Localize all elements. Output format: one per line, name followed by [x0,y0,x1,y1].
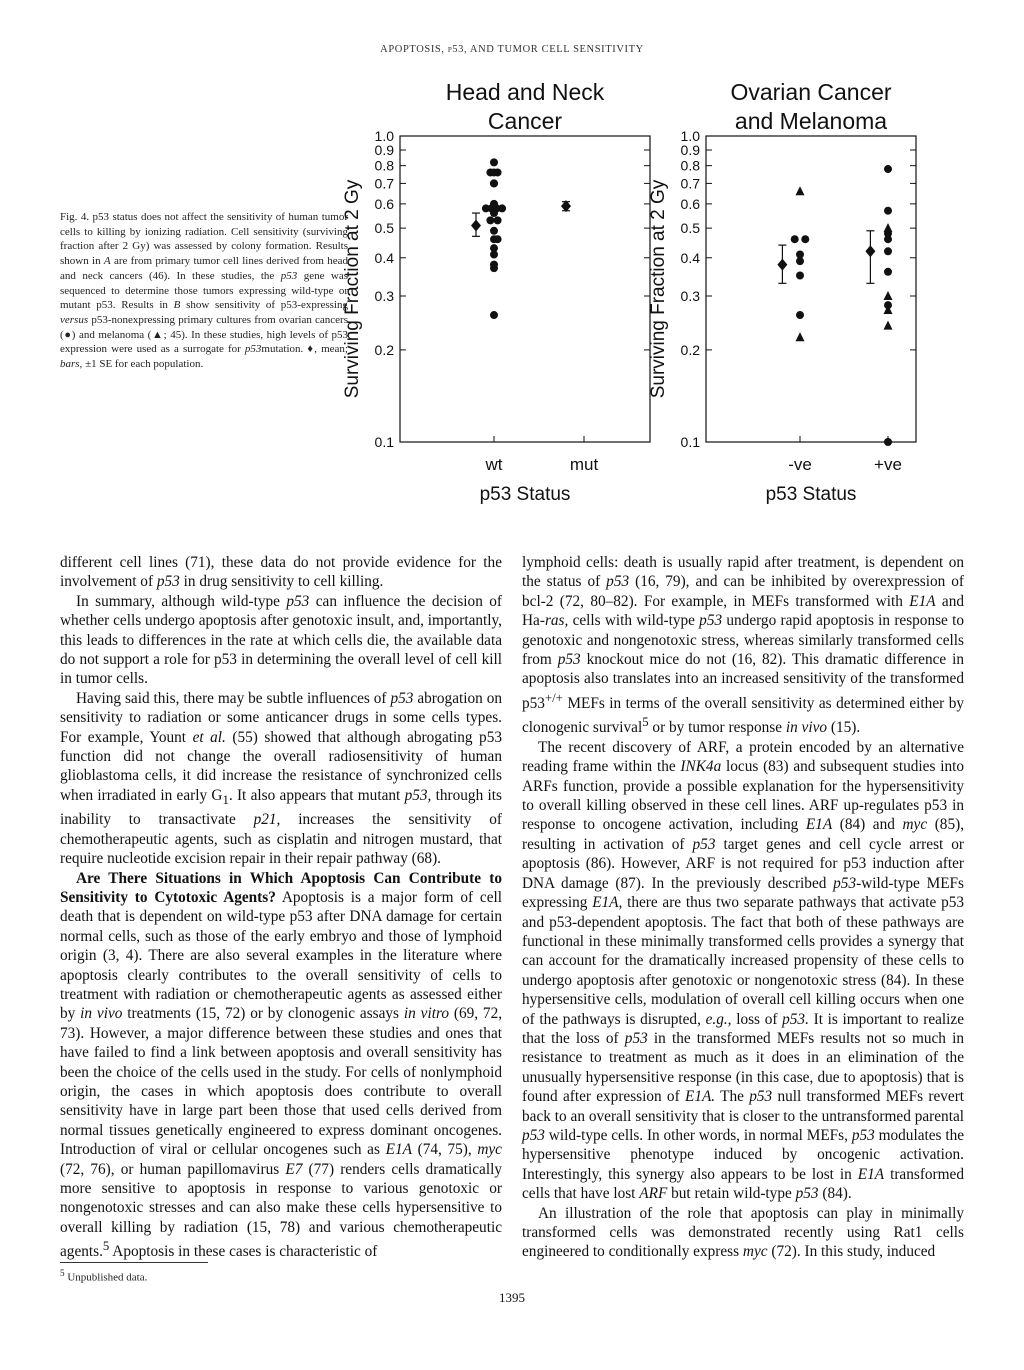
section-heading: Are There Situations in Which Apoptosis Can Contribute to Sensitivity to Cytotoxic Agents? [60,869,502,906]
data-point-circle [490,179,498,187]
chart-title: Head and Neck [445,79,605,105]
data-point-circle [490,209,498,217]
footnote: $^5$ Unpublished data. [60,1268,148,1284]
y-tick-label: 0.1 [680,434,700,450]
x-tick-label: -ve [788,455,812,474]
data-point-circle [884,438,892,446]
data-point-circle [884,235,892,243]
data-point-circle [490,158,498,166]
figure-4 [342,70,972,510]
y-tick-label: 0.6 [680,195,700,212]
y-tick-label: 0.9 [374,142,394,159]
paragraph: lymphoid cells: death is usually rapid after treatment, is dependent on the status of p53 (16, 79), and can be inhibited by overexpression of bcl-2 (72, 80–82). For example, in MEFs transformed with E1A and Ha-ras, cells with wild-type p53 undergo rapid apoptosis in response to genotoxic and nongenotoxic stress, whereas similarly transformed cells from p53 knockout mice do not (16, 82). This dramatic difference in apoptosis also translates into an increased sensitivity of the transformed p53+/+ MEFs in terms of the overall sensitivity as determined either by clonogenic survival$^5$ or by tumor response in vivo (15). [522,554,965,737]
x-tick-label: +ve [874,455,902,474]
x-axis-label: p53 Status [479,484,571,505]
data-point-circle [884,207,892,215]
x-tick-label: mut [569,455,599,474]
y-axis-label: Surviving Fraction at 2 Gy [648,179,669,399]
paragraph: The recent discovery of ARF, a protein encoded by an alternative reading frame within the INK4a locus (83) and subsequent studies into ARFs function, provide a possible explanation for the hypersensitivity to overall killing observed in these cell lines. ARF up-regulates p53 in response to oncogene activation, including E1A (84) and myc (85), resulting in activation of p53 target genes and cell cycle arrest or apoptosis (86). However, ARF is not required for p53 induction after DNA damage (87). In the previously described p53-wild-type MEFs expressing E1A, there are thus two separate pathways that activate p53 and p53-dependent apoptosis. The fact that both of these pathways are functional in these minimally transformed cells provides a synergy that can account for the dramatically increased propensity of these cells to undergo apoptosis after genotoxic or nongenotoxic stress (84). In these hypersensitive cells, modulation of overall cell killing occurs when one of the pathways is disrupted, e.g., loss of p53. It is important to realize that the loss of p53 in the transformed MEFs results not so much in resistance to treatment as much as it does in an elimination of the unusually hypersensitive response (in this case, due to apoptosis) that is found after expression of E1A. The p53 null transformed MEFs revert back to an overall sensitivity that is closer to the untransformed parental p53 wild-type cells. In other words, in normal MEFs, p53 modulates the hypersensitive phenotype induced by oncogenic activation. Interestingly, this synergy also appears to be lost in E1A transformed cells that have lost ARF but retain wild-type p53 (84). [522,738,965,1203]
y-tick-label: 0.8 [374,157,394,174]
y-tick-label: 0.5 [680,220,700,237]
data-point-circle [796,311,804,319]
y-tick-label: 0.1 [374,434,394,450]
y-tick-label: 0.6 [374,195,394,212]
data-point-circle [490,235,498,243]
paragraph: Are There Situations in Which Apoptosis Can Contribute to Sensitivity to Cytotoxic Agents? Apoptosis is a major form of cell death that is dependent on wild-type p53 after DNA damage for certain normal cells, such as those of the early embryo and those of lymphoid origin (3, 4). There are also several examples in the literature where apoptosis clearly contributes to the overall sensitivity of cells to treatment with radiation or chemotherapeutic agents as assessed either by in vivo treatments (15, 72) or by clonogenic assays in vitro (69, 72, 73). However, a major difference between these studies and ones that have failed to find a link between apoptosis and overall sensitivity has been the choice of the cells used in the study. For cells of nonlymphoid origin, the cases in which apoptosis does contribute to overall sensitivity have in large part been those that used cells derived from normal tissues genetically engineered to express dominant oncogenes. Introduction of viral or cellular oncogenes such as E1A (74, 75), myc (72, 76), or human papillomavirus E7 (77) renders cells dramatically more sensitive to apoptosis in response to various genotoxic or nongenotoxic stresses and can also make these cells hypersensitive to overall killing by radiation (15, 78) and various chemotherapeutic agents.$^5$ Apoptosis in these cases is characteristic of [60,869,503,1261]
data-point-circle [801,235,809,243]
mean-diamond [777,259,787,271]
running-head: APOPTOSIS, p53, AND TUMOR CELL SENSITIVITY [380,44,644,55]
data-point-circle [490,311,498,319]
data-point-circle [490,227,498,235]
figure-caption: Fig. 4. p53 status does not affect the sensitivity of human tumor cells to killing by ionizing radiation. Cell sensitivity (surviving fraction after 2 Gy) was assessed by colony formation. Results shown in A are from primary tumor cell lines derived from head and neck cancers (46). In these studies, the p53 gene was sequenced to determine those tumors expressing wild-type or mutant p53. Results in B show sensitivity of p53-expressing versus p53-nonexpressing primary cultures from ovarian cancers (●) and melanoma (▲; 45). In these studies, high levels of p53 expression were used as a surrogate for p53mutation. ♦, mean; bars, ±1 SE for each population. [60,211,349,371]
chart-title: and Melanoma [734,108,888,134]
data-point-circle [494,216,502,224]
y-tick-label: 1.0 [374,128,394,144]
figure-4-svg [342,70,972,510]
data-point-circle [490,200,498,208]
paragraph: An illustration of the role that apoptosis can play in minimally transformed cells was demonstrated recently using Rat1 cells engineered to conditionally express myc (72). In this study, induced [522,1204,964,1261]
y-tick-label: 0.3 [374,288,394,305]
paragraph: different cell lines (71), these data do not provide evidence for the involvement of p53 in drug sensitivity to cell killing. [60,554,502,591]
page-number: 1395 [499,1290,525,1305]
data-point-circle [490,250,498,258]
data-point-circle [884,165,892,173]
data-point-triangle [884,223,893,232]
y-tick-label: 0.3 [680,288,700,305]
paragraph: In summary, although wild-type p53 can influence the decision of whether cells undergo apoptosis after genotoxic insult, and, importantly, this leads to differences in the rate at which cells die, the available data do not support a role for p53 in determining the overall level of cell kill in tumor cells. [60,592,503,688]
y-tick-label: 0.9 [680,142,700,159]
data-point-circle [884,268,892,276]
data-point-circle [884,247,892,255]
x-axis-label: p53 Status [765,484,857,505]
y-tick-label: 0.8 [680,157,700,174]
data-point-triangle [796,186,805,195]
y-tick-label: 0.4 [680,249,700,266]
chart-title: Ovarian Cancer [730,79,892,105]
data-point-circle [490,264,498,272]
data-point-triangle [884,321,893,330]
y-tick-label: 0.2 [680,341,700,358]
data-point-circle [498,204,506,212]
data-point-triangle [884,291,893,300]
plot-frame [706,136,916,442]
y-tick-label: 0.5 [374,220,394,237]
mean-diamond [865,245,875,257]
y-tick-label: 0.4 [374,249,394,266]
y-tick-label: 1.0 [680,128,700,144]
footnote-rule [60,1262,208,1263]
y-tick-label: 0.7 [680,175,700,192]
x-tick-label: wt [485,455,503,474]
mean-diamond [471,219,481,231]
data-point-circle [796,257,804,265]
data-point-circle [796,272,804,280]
caption-label: Fig. 4. [60,211,90,223]
y-axis-label: Surviving Fraction at 2 Gy [342,179,363,399]
plot-frame [400,136,650,442]
data-point-circle [490,168,498,176]
data-point-circle [791,235,799,243]
chart-title: Cancer [487,108,563,134]
y-tick-label: 0.2 [374,341,394,358]
data-point-circle [486,216,494,224]
data-point-triangle [796,332,805,341]
left-column [60,553,502,1262]
right-column [522,553,964,1262]
y-tick-label: 0.7 [374,175,394,192]
paragraph: Having said this, there may be subtle influences of p53 abrogation on sensitivity to radiation or some anticancer drugs in some cells types. For example, Yount et al. (55) showed that although abrogating p53 function did not change the overall radiosensitivity of human glioblastoma cells, it did increase the resistance of synchronized cells when irradiated in early $G_1$. It also appears that mutant p53, through its inability to transactivate p21, increases the sensitivity of chemotherapeutic agents, such as cisplatin and nitrogen mustard, that require nucleotide excision repair in their repair pathway (68). [60,689,503,868]
